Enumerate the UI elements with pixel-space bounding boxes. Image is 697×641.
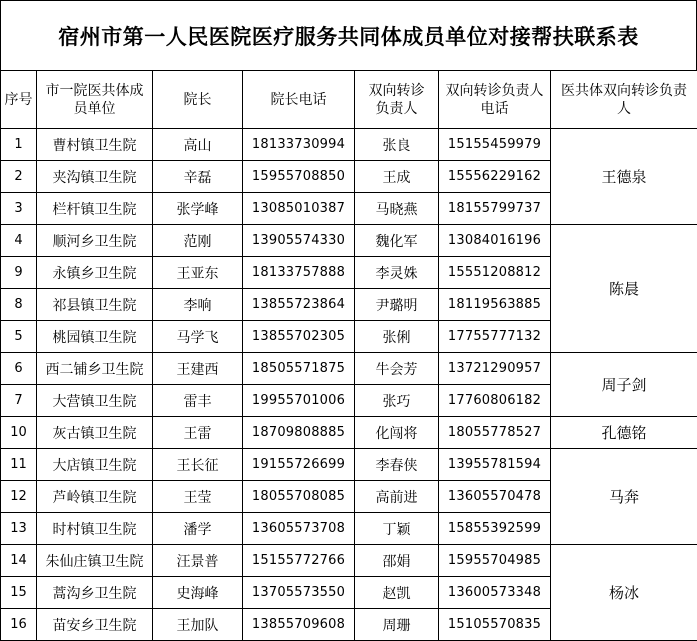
referral-phone-cell: 13084016196 (439, 225, 551, 257)
referral-cell: 周珊 (355, 609, 439, 641)
dean-cell: 史海峰 (153, 577, 243, 609)
dean-phone-cell: 19155726699 (243, 449, 355, 481)
community-lead-cell: 孔德铭 (551, 417, 697, 449)
referral-cell: 张良 (355, 129, 439, 161)
unit-cell: 永镇乡卫生院 (37, 257, 153, 289)
seq-cell: 5 (1, 321, 37, 353)
table-row (1, 353, 697, 385)
community-lead-cell: 王德泉 (551, 129, 697, 225)
dean-cell: 李响 (153, 289, 243, 321)
community-lead-cell: 马奔 (551, 449, 697, 545)
referral-cell: 赵凯 (355, 577, 439, 609)
header-referral: 双向转诊负责人 (355, 71, 439, 129)
header-dean: 院长 (153, 71, 243, 129)
seq-cell: 15 (1, 577, 37, 609)
seq-cell: 8 (1, 289, 37, 321)
dean-phone-cell: 13855709608 (243, 609, 355, 641)
dean-cell: 高山 (153, 129, 243, 161)
header-community: 医共体双向转诊负责人 (551, 71, 697, 129)
community-lead-cell: 杨冰 (551, 545, 697, 641)
seq-cell: 10 (1, 417, 37, 449)
header-dean-phone: 院长电话 (243, 71, 355, 129)
dean-cell: 马学飞 (153, 321, 243, 353)
seq-cell: 7 (1, 385, 37, 417)
table-row (1, 129, 697, 161)
referral-phone-cell: 15955704985 (439, 545, 551, 577)
unit-cell: 大店镇卫生院 (37, 449, 153, 481)
referral-cell: 张俐 (355, 321, 439, 353)
dean-phone-cell: 18055708085 (243, 481, 355, 513)
referral-cell: 化闯将 (355, 417, 439, 449)
seq-cell: 3 (1, 193, 37, 225)
referral-cell: 马晓燕 (355, 193, 439, 225)
dean-cell: 张学峰 (153, 193, 243, 225)
sheet-title: 宿州市第一人民医院医疗服务共同体成员单位对接帮扶联系表 (0, 0, 697, 70)
unit-cell: 灰古镇卫生院 (37, 417, 153, 449)
seq-cell: 16 (1, 609, 37, 641)
referral-cell: 李灵姝 (355, 257, 439, 289)
unit-cell: 朱仙庄镇卫生院 (37, 545, 153, 577)
referral-phone-cell: 15105570835 (439, 609, 551, 641)
contact-table (0, 70, 697, 641)
unit-cell: 顺河乡卫生院 (37, 225, 153, 257)
seq-cell: 14 (1, 545, 37, 577)
unit-cell: 祁县镇卫生院 (37, 289, 153, 321)
unit-cell: 大营镇卫生院 (37, 385, 153, 417)
community-lead-cell: 陈晨 (551, 225, 697, 353)
header-unit: 市一院医共体成员单位 (37, 71, 153, 129)
referral-phone-cell: 13600573348 (439, 577, 551, 609)
referral-phone-cell: 15551208812 (439, 257, 551, 289)
dean-cell: 潘学 (153, 513, 243, 545)
referral-phone-cell: 15556229162 (439, 161, 551, 193)
header-referral-phone: 双向转诊负责人电话 (439, 71, 551, 129)
dean-phone-cell: 15955708850 (243, 161, 355, 193)
referral-phone-cell: 18055778527 (439, 417, 551, 449)
seq-cell: 1 (1, 129, 37, 161)
dean-phone-cell: 18505571875 (243, 353, 355, 385)
referral-phone-cell: 18155799737 (439, 193, 551, 225)
referral-phone-cell: 18119563885 (439, 289, 551, 321)
seq-cell: 9 (1, 257, 37, 289)
header-row (1, 71, 697, 129)
dean-cell: 王雷 (153, 417, 243, 449)
referral-phone-cell: 17755777132 (439, 321, 551, 353)
referral-phone-cell: 13605570478 (439, 481, 551, 513)
dean-phone-cell: 13605573708 (243, 513, 355, 545)
community-lead-cell: 周子剑 (551, 353, 697, 417)
unit-cell: 夹沟镇卫生院 (37, 161, 153, 193)
dean-phone-cell: 13855702305 (243, 321, 355, 353)
unit-cell: 蒿沟乡卫生院 (37, 577, 153, 609)
unit-cell: 时村镇卫生院 (37, 513, 153, 545)
seq-cell: 2 (1, 161, 37, 193)
dean-phone-cell: 18133757888 (243, 257, 355, 289)
table-row (1, 225, 697, 257)
dean-phone-cell: 13705573550 (243, 577, 355, 609)
dean-phone-cell: 15155772766 (243, 545, 355, 577)
dean-cell: 范刚 (153, 225, 243, 257)
unit-cell: 西二铺乡卫生院 (37, 353, 153, 385)
referral-cell: 王成 (355, 161, 439, 193)
referral-cell: 丁颖 (355, 513, 439, 545)
referral-phone-cell: 17760806182 (439, 385, 551, 417)
table-row (1, 417, 697, 449)
unit-cell: 苗安乡卫生院 (37, 609, 153, 641)
unit-cell: 桃园镇卫生院 (37, 321, 153, 353)
dean-cell: 雷丰 (153, 385, 243, 417)
dean-phone-cell: 13855723864 (243, 289, 355, 321)
referral-phone-cell: 13955781594 (439, 449, 551, 481)
seq-cell: 4 (1, 225, 37, 257)
referral-cell: 李春侠 (355, 449, 439, 481)
referral-phone-cell: 15155459979 (439, 129, 551, 161)
dean-phone-cell: 18133730994 (243, 129, 355, 161)
dean-cell: 汪景普 (153, 545, 243, 577)
referral-cell: 邵娟 (355, 545, 439, 577)
seq-cell: 12 (1, 481, 37, 513)
referral-cell: 尹璐明 (355, 289, 439, 321)
seq-cell: 11 (1, 449, 37, 481)
dean-cell: 王加队 (153, 609, 243, 641)
referral-cell: 魏化军 (355, 225, 439, 257)
seq-cell: 13 (1, 513, 37, 545)
table-row (1, 545, 697, 577)
seq-cell: 6 (1, 353, 37, 385)
unit-cell: 芦岭镇卫生院 (37, 481, 153, 513)
unit-cell: 曹村镇卫生院 (37, 129, 153, 161)
dean-phone-cell: 13085010387 (243, 193, 355, 225)
dean-cell: 王亚东 (153, 257, 243, 289)
referral-cell: 牛会芳 (355, 353, 439, 385)
referral-phone-cell: 13721290957 (439, 353, 551, 385)
referral-cell: 张巧 (355, 385, 439, 417)
dean-phone-cell: 19955701006 (243, 385, 355, 417)
dean-phone-cell: 18709808885 (243, 417, 355, 449)
unit-cell: 栏杆镇卫生院 (37, 193, 153, 225)
dean-cell: 辛磊 (153, 161, 243, 193)
dean-cell: 王长征 (153, 449, 243, 481)
header-seq: 序号 (1, 71, 37, 129)
dean-cell: 王莹 (153, 481, 243, 513)
referral-phone-cell: 15855392599 (439, 513, 551, 545)
dean-phone-cell: 13905574330 (243, 225, 355, 257)
referral-cell: 高前进 (355, 481, 439, 513)
table-row (1, 449, 697, 481)
dean-cell: 王建西 (153, 353, 243, 385)
